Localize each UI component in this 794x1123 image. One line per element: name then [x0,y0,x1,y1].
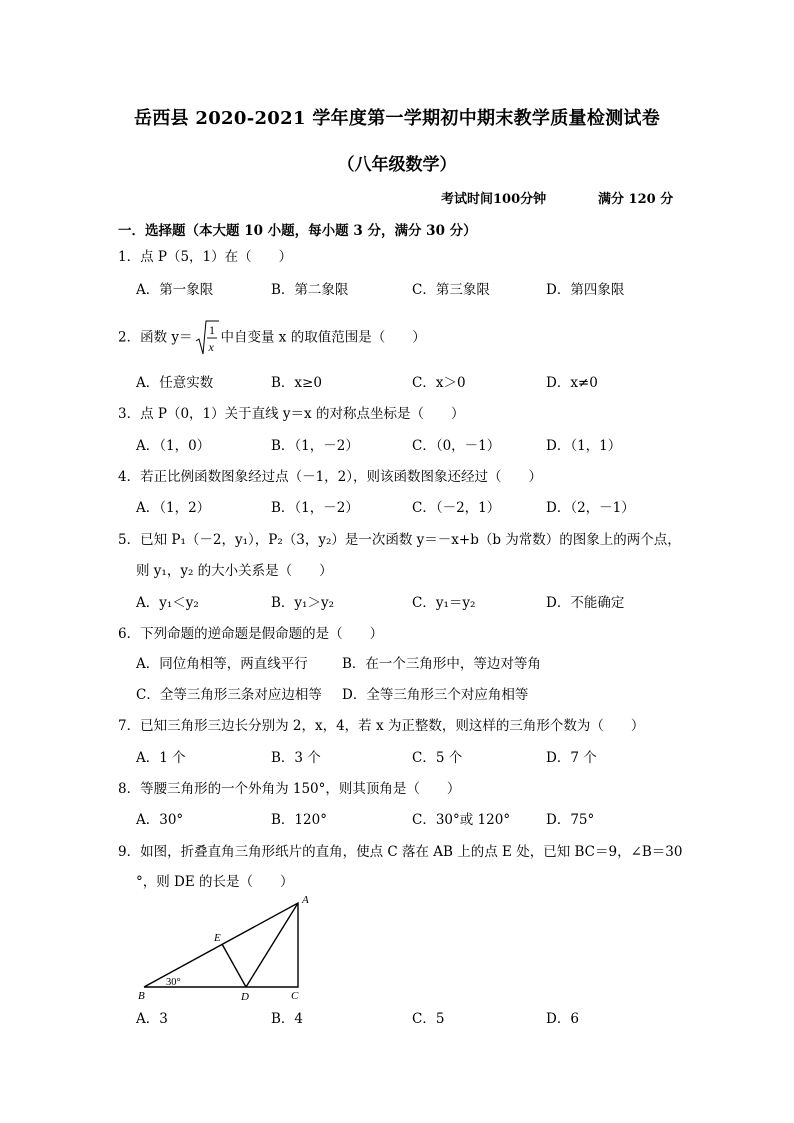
question-4: 4．若正比例函数图象经过点（－1，2），则该函数图象还经过（ ） [118,469,543,485]
label-e: E [214,932,221,944]
q3-option-d: D．（1，1） [546,438,622,454]
question-9: 9．如图，折叠直角三角形纸片的直角，使点 C 落在 AB 上的点 E 处，已知 BC＝9，∠B＝30 [118,844,683,860]
exam-title: 岳西县 2020-2021 学年度第一学期初中期末教学质量检测试卷 [133,108,661,129]
exam-subtitle: （八年级数学） [337,155,457,175]
question-9-cont: °，则 DE 的长是（ ） [136,874,294,890]
q6-option-a: A．同位角相等，两直线平行 [136,656,308,672]
q6-option-c: C．全等三角形三条对应边相等 [136,687,322,703]
q2-option-d: D．x≠0 [546,375,598,391]
q1-option-b: B．第二象限 [271,282,349,298]
q2-option-b: B．x≥0 [271,375,322,391]
q2-stem-prefix: 2．函数 y＝ [118,329,193,346]
question-5: 5．已知 P₁（－2，y₁），P₂（3，y₂）是一次函数 y＝－x+b（b 为常数）的图象上的两个点， [118,532,681,548]
q5-option-a: A．y₁＜y₂ [136,595,199,611]
triangle-figure [134,893,324,1009]
q1-option-d: D．第四象限 [546,282,625,298]
label-a: A [302,894,309,906]
q2-option-c: C．x＞0 [412,375,466,391]
q8-option-c: C．30°或 120° [412,812,511,828]
q9-option-c: C．5 [412,1011,445,1027]
question-6: 6．下列命题的逆命题是假命题的是（ ） [118,626,384,642]
sqrt-denominator: x [208,340,214,354]
q5-option-d: D．不能确定 [546,595,625,611]
question-1: 1．点 P（5，1）在（ ） [118,249,293,265]
q9-option-b: B．4 [271,1011,304,1027]
section-heading: 一．选择题（本大题 10 小题，每小题 3 分，满分 30 分） [118,223,477,239]
question-3: 3．点 P（0，1）关于直线 y＝x 的对称点坐标是（ ） [118,406,465,422]
q2-option-a: A．任意实数 [136,375,214,391]
q2-stem-suffix: 中自变量 x 的取值范围是（ ） [220,329,426,346]
label-d: D [241,991,249,1003]
label-c: C [291,990,299,1002]
q3-option-a: A．（1，0） [136,438,211,454]
question-7: 7．已知三角形三边长分别为 2，x，4，若 x 为正整数，则这样的三角形个数为（ ） [118,718,645,734]
question-8: 8．等腰三角形的一个外角为 150°，则其顶角是（ ） [118,781,461,797]
q7-option-d: D．7 个 [546,750,597,766]
q8-option-b: B．120° [271,812,327,828]
q9-option-a: A．3 [136,1011,168,1027]
q4-option-c: C．（－2，1） [412,500,501,516]
q3-option-b: B．（1，－2） [271,438,359,454]
question-2 [118,319,426,359]
q1-option-a: A．第一象限 [136,282,214,298]
q5-option-c: C．y₁＝y₂ [412,595,476,611]
q8-option-d: D．75° [546,812,595,828]
q4-option-d: D．（2，－1） [546,500,635,516]
sqrt-numerator: 1 [208,323,215,337]
q6-option-b: B．在一个三角形中，等边对等角 [342,656,541,672]
q5-option-b: B．y₁＞y₂ [271,595,334,611]
q4-option-a: A．（1，2） [136,500,211,516]
label-b: B [138,990,145,1002]
question-5-cont: 则 y₁，y₂ 的大小关系是（ ） [136,563,333,579]
q6-option-d: D．全等三角形三个对应角相等 [342,687,529,703]
q8-option-a: A．30° [136,812,184,828]
triangle-outline [144,903,298,987]
q9-option-d: D．6 [546,1011,579,1027]
angle-label: 30° [166,977,181,988]
q7-option-c: C．5 个 [412,750,463,766]
sqrt-fraction [195,319,219,357]
full-score: 满分 120 分 [598,192,674,207]
q4-option-b: B．（1，－2） [271,500,359,516]
exam-time: 考试时间100分钟 [441,192,547,207]
q7-option-b: B．3 个 [271,750,321,766]
segment-ad [246,903,298,987]
segment-ed [222,944,246,987]
q1-option-c: C．第三象限 [412,282,490,298]
q3-option-c: C．（0，－1） [412,438,501,454]
q7-option-a: A．1 个 [136,750,186,766]
